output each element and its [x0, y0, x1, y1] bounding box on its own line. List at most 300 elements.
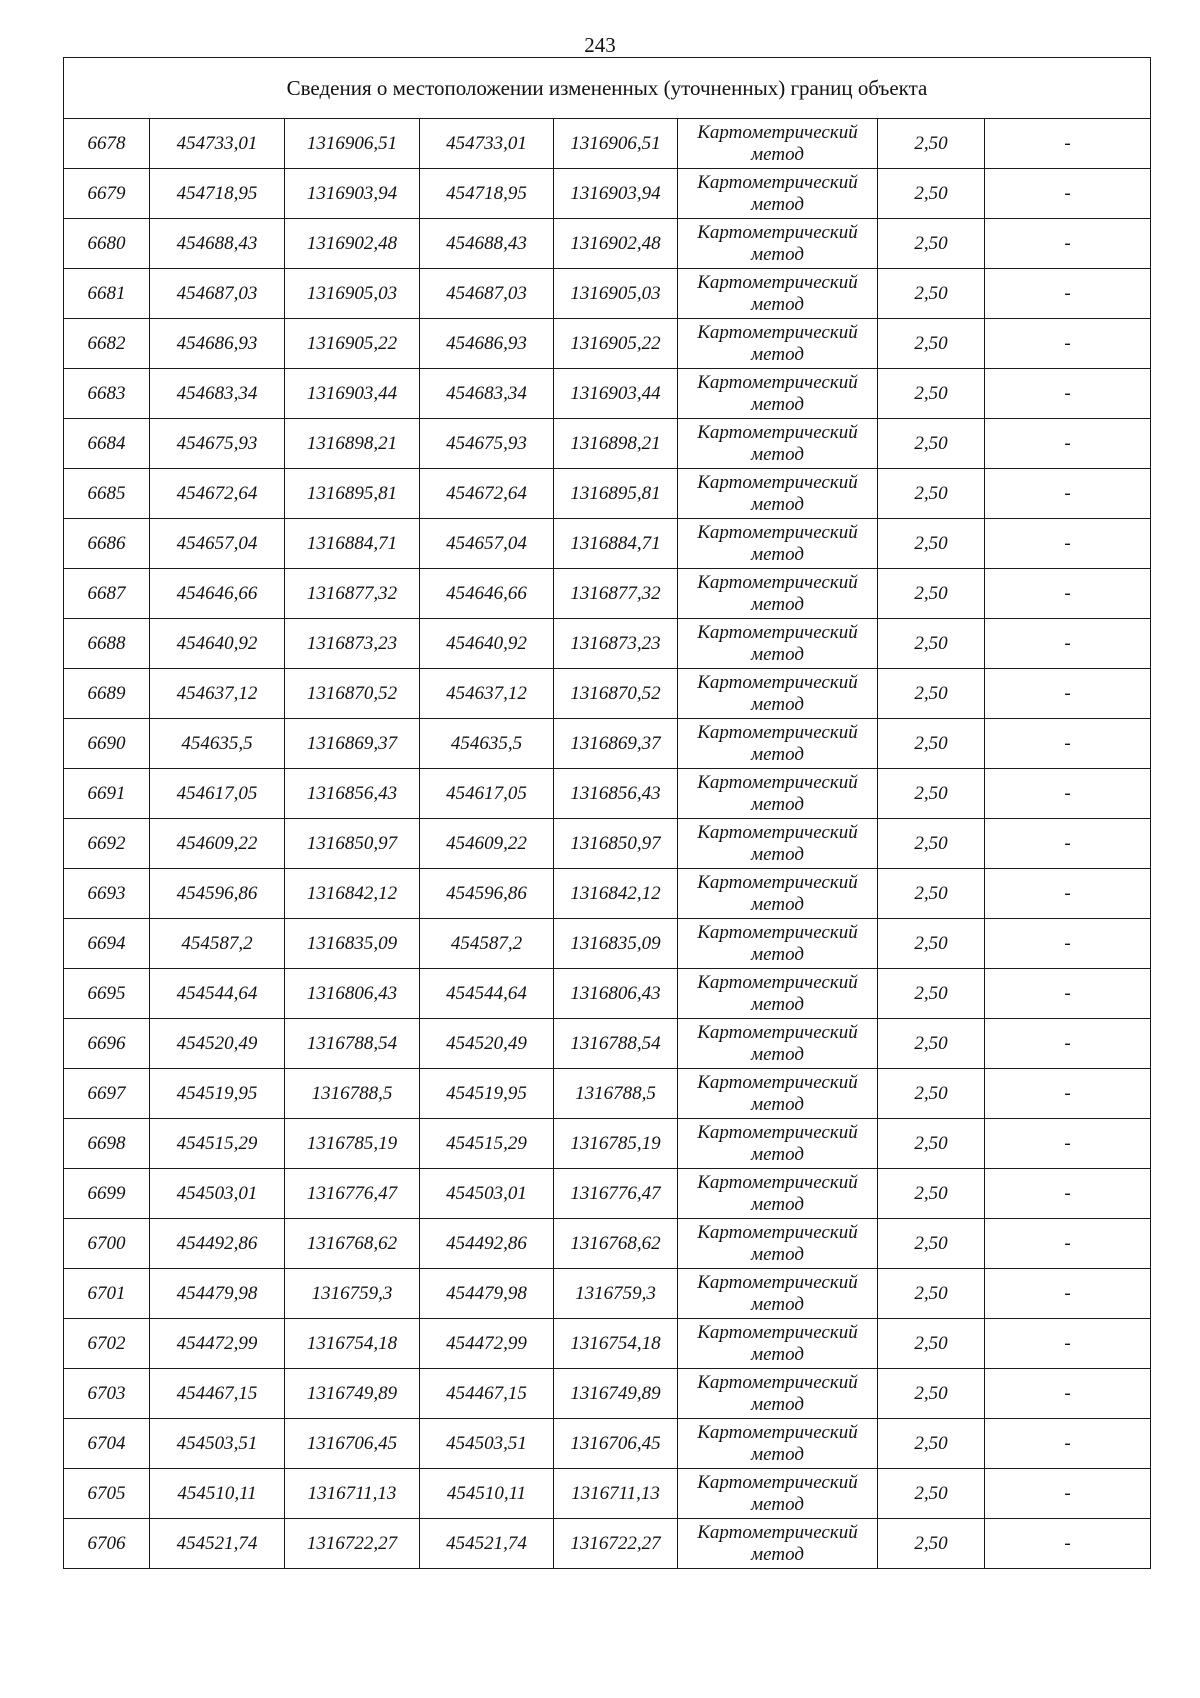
method-cell	[678, 1369, 878, 1419]
table-row	[64, 1369, 1151, 1419]
description-cell: -	[985, 169, 1151, 219]
table-row	[64, 1219, 1151, 1269]
table-row	[64, 169, 1151, 219]
method-line-2: метод	[751, 1543, 804, 1565]
description-cell: -	[985, 469, 1151, 519]
refined-x-cell: 454686,93	[420, 319, 554, 369]
refined-y-cell: 1316884,71	[554, 519, 678, 569]
method-line-2: метод	[751, 1293, 804, 1315]
description-cell: -	[985, 969, 1151, 1019]
table-row	[64, 1319, 1151, 1369]
table-row	[64, 569, 1151, 619]
point-number-cell: 6687	[64, 569, 150, 619]
existing-y-cell: 1316754,18	[285, 1319, 420, 1369]
method-cell	[678, 1219, 878, 1269]
point-number-cell: 6700	[64, 1219, 150, 1269]
existing-x-cell: 454519,95	[150, 1069, 285, 1119]
accuracy-cell: 2,50	[878, 219, 985, 269]
existing-y-cell: 1316842,12	[285, 869, 420, 919]
refined-x-cell: 454672,64	[420, 469, 554, 519]
method-cell	[678, 619, 878, 669]
table-row	[64, 1069, 1151, 1119]
refined-x-cell: 454515,29	[420, 1119, 554, 1169]
point-number-cell: 6691	[64, 769, 150, 819]
existing-x-cell: 454675,93	[150, 419, 285, 469]
point-number-cell: 6695	[64, 969, 150, 1019]
table-row	[64, 119, 1151, 169]
description-cell: -	[985, 569, 1151, 619]
existing-y-cell: 1316903,44	[285, 369, 420, 419]
existing-x-cell: 454515,29	[150, 1119, 285, 1169]
existing-x-cell: 454637,12	[150, 669, 285, 719]
method-line-2: метод	[751, 1193, 804, 1215]
description-cell: -	[985, 119, 1151, 169]
description-cell: -	[985, 1169, 1151, 1219]
method-cell	[678, 469, 878, 519]
refined-x-cell: 454657,04	[420, 519, 554, 569]
method-line-2: метод	[751, 1093, 804, 1115]
method-line-1: Картометрический	[697, 121, 858, 143]
description-cell: -	[985, 219, 1151, 269]
method-line-2: метод	[751, 593, 804, 615]
refined-y-cell: 1316902,48	[554, 219, 678, 269]
accuracy-cell: 2,50	[878, 619, 985, 669]
description-cell: -	[985, 719, 1151, 769]
refined-y-cell: 1316895,81	[554, 469, 678, 519]
refined-y-cell: 1316905,03	[554, 269, 678, 319]
method-line-1: Картометрический	[697, 571, 858, 593]
accuracy-cell: 2,50	[878, 519, 985, 569]
description-cell: -	[985, 1519, 1151, 1569]
method-line-1: Картометрический	[697, 1121, 858, 1143]
method-line-1: Картометрический	[697, 471, 858, 493]
method-cell	[678, 1169, 878, 1219]
table-row	[64, 969, 1151, 1019]
table-row	[64, 219, 1151, 269]
existing-y-cell: 1316835,09	[285, 919, 420, 969]
description-cell: -	[985, 1469, 1151, 1519]
refined-x-cell: 454520,49	[420, 1019, 554, 1069]
existing-y-cell: 1316788,54	[285, 1019, 420, 1069]
point-number-cell: 6706	[64, 1519, 150, 1569]
description-cell: -	[985, 1019, 1151, 1069]
existing-y-cell: 1316711,13	[285, 1469, 420, 1519]
existing-y-cell: 1316788,5	[285, 1069, 420, 1119]
method-line-1: Картометрический	[697, 221, 858, 243]
method-line-1: Картометрический	[697, 371, 858, 393]
existing-y-cell: 1316722,27	[285, 1519, 420, 1569]
method-cell	[678, 319, 878, 369]
table-row	[64, 419, 1151, 469]
point-number-cell: 6685	[64, 469, 150, 519]
accuracy-cell: 2,50	[878, 719, 985, 769]
existing-y-cell: 1316906,51	[285, 119, 420, 169]
method-cell	[678, 1469, 878, 1519]
refined-x-cell: 454544,64	[420, 969, 554, 1019]
existing-y-cell: 1316768,62	[285, 1219, 420, 1269]
existing-x-cell: 454503,01	[150, 1169, 285, 1219]
method-cell	[678, 369, 878, 419]
point-number-cell: 6680	[64, 219, 150, 269]
method-line-1: Картометрический	[697, 721, 858, 743]
refined-y-cell: 1316906,51	[554, 119, 678, 169]
method-cell	[678, 1519, 878, 1569]
existing-y-cell: 1316895,81	[285, 469, 420, 519]
table-row	[64, 1519, 1151, 1569]
table-body	[64, 58, 1151, 1569]
method-cell	[678, 719, 878, 769]
accuracy-cell: 2,50	[878, 369, 985, 419]
method-cell	[678, 819, 878, 869]
refined-x-cell: 454467,15	[420, 1369, 554, 1419]
description-cell: -	[985, 369, 1151, 419]
method-cell	[678, 1269, 878, 1319]
accuracy-cell: 2,50	[878, 1369, 985, 1419]
table-row	[64, 1269, 1151, 1319]
method-cell	[678, 869, 878, 919]
existing-x-cell: 454479,98	[150, 1269, 285, 1319]
accuracy-cell: 2,50	[878, 869, 985, 919]
method-cell	[678, 1119, 878, 1169]
existing-y-cell: 1316898,21	[285, 419, 420, 469]
refined-y-cell: 1316873,23	[554, 619, 678, 669]
table-row	[64, 369, 1151, 419]
description-cell: -	[985, 869, 1151, 919]
method-cell	[678, 169, 878, 219]
method-line-2: метод	[751, 793, 804, 815]
method-line-1: Картометрический	[697, 1371, 858, 1393]
refined-y-cell: 1316877,32	[554, 569, 678, 619]
refined-y-cell: 1316776,47	[554, 1169, 678, 1219]
method-line-2: метод	[751, 193, 804, 215]
method-line-2: метод	[751, 543, 804, 565]
table-row	[64, 719, 1151, 769]
existing-y-cell: 1316706,45	[285, 1419, 420, 1469]
refined-x-cell: 454472,99	[420, 1319, 554, 1369]
table-row	[64, 1119, 1151, 1169]
method-cell	[678, 119, 878, 169]
point-number-cell: 6684	[64, 419, 150, 469]
existing-x-cell: 454718,95	[150, 169, 285, 219]
description-cell: -	[985, 269, 1151, 319]
accuracy-cell: 2,50	[878, 119, 985, 169]
existing-x-cell: 454596,86	[150, 869, 285, 919]
method-line-1: Картометрический	[697, 271, 858, 293]
page-number: 243	[584, 33, 616, 57]
accuracy-cell: 2,50	[878, 469, 985, 519]
method-line-2: метод	[751, 443, 804, 465]
description-cell: -	[985, 1369, 1151, 1419]
method-cell	[678, 219, 878, 269]
refined-y-cell: 1316835,09	[554, 919, 678, 969]
description-cell: -	[985, 319, 1151, 369]
refined-y-cell: 1316706,45	[554, 1419, 678, 1469]
method-line-2: метод	[751, 893, 804, 915]
method-line-2: метод	[751, 643, 804, 665]
accuracy-cell: 2,50	[878, 1269, 985, 1319]
refined-y-cell: 1316903,44	[554, 369, 678, 419]
refined-y-cell: 1316749,89	[554, 1369, 678, 1419]
accuracy-cell: 2,50	[878, 1319, 985, 1369]
refined-x-cell: 454688,43	[420, 219, 554, 269]
method-line-2: метод	[751, 1493, 804, 1515]
existing-y-cell: 1316870,52	[285, 669, 420, 719]
table-row	[64, 469, 1151, 519]
method-line-1: Картометрический	[697, 871, 858, 893]
table-row	[64, 1169, 1151, 1219]
refined-x-cell: 454521,74	[420, 1519, 554, 1569]
point-number-cell: 6682	[64, 319, 150, 369]
refined-x-cell: 454646,66	[420, 569, 554, 619]
point-number-cell: 6678	[64, 119, 150, 169]
refined-x-cell: 454635,5	[420, 719, 554, 769]
table-row	[64, 619, 1151, 669]
existing-x-cell: 454646,66	[150, 569, 285, 619]
existing-x-cell: 454472,99	[150, 1319, 285, 1369]
method-cell	[678, 969, 878, 1019]
existing-y-cell: 1316873,23	[285, 619, 420, 669]
method-cell	[678, 919, 878, 969]
point-number-cell: 6692	[64, 819, 150, 869]
method-cell	[678, 1419, 878, 1469]
method-line-1: Картометрический	[697, 1221, 858, 1243]
existing-y-cell: 1316902,48	[285, 219, 420, 269]
description-cell: -	[985, 919, 1151, 969]
accuracy-cell: 2,50	[878, 419, 985, 469]
point-number-cell: 6694	[64, 919, 150, 969]
method-cell	[678, 269, 878, 319]
refined-x-cell: 454479,98	[420, 1269, 554, 1319]
existing-x-cell: 454544,64	[150, 969, 285, 1019]
refined-y-cell: 1316754,18	[554, 1319, 678, 1369]
description-cell: -	[985, 1319, 1151, 1369]
table-title-row	[64, 58, 1151, 119]
description-cell: -	[985, 1269, 1151, 1319]
refined-y-cell: 1316806,43	[554, 969, 678, 1019]
existing-y-cell: 1316903,94	[285, 169, 420, 219]
accuracy-cell: 2,50	[878, 769, 985, 819]
accuracy-cell: 2,50	[878, 1019, 985, 1069]
boundary-coordinates-table	[63, 57, 1151, 1569]
existing-x-cell: 454492,86	[150, 1219, 285, 1269]
refined-y-cell: 1316788,54	[554, 1019, 678, 1069]
method-line-2: метод	[751, 393, 804, 415]
method-cell	[678, 519, 878, 569]
existing-y-cell: 1316856,43	[285, 769, 420, 819]
existing-y-cell: 1316785,19	[285, 1119, 420, 1169]
method-cell	[678, 1019, 878, 1069]
refined-y-cell: 1316898,21	[554, 419, 678, 469]
accuracy-cell: 2,50	[878, 1169, 985, 1219]
existing-x-cell: 454503,51	[150, 1419, 285, 1469]
refined-x-cell: 454640,92	[420, 619, 554, 669]
point-number-cell: 6701	[64, 1269, 150, 1319]
existing-x-cell: 454521,74	[150, 1519, 285, 1569]
refined-y-cell: 1316768,62	[554, 1219, 678, 1269]
refined-y-cell: 1316788,5	[554, 1069, 678, 1119]
method-line-2: метод	[751, 293, 804, 315]
point-number-cell: 6681	[64, 269, 150, 319]
existing-x-cell: 454686,93	[150, 319, 285, 369]
refined-y-cell: 1316870,52	[554, 669, 678, 719]
method-line-2: метод	[751, 1243, 804, 1265]
accuracy-cell: 2,50	[878, 1069, 985, 1119]
method-line-1: Картометрический	[697, 1471, 858, 1493]
accuracy-cell: 2,50	[878, 1419, 985, 1469]
refined-x-cell: 454637,12	[420, 669, 554, 719]
method-line-2: метод	[751, 943, 804, 965]
method-line-1: Картометрический	[697, 1171, 858, 1193]
accuracy-cell: 2,50	[878, 569, 985, 619]
method-line-2: метод	[751, 693, 804, 715]
existing-y-cell: 1316884,71	[285, 519, 420, 569]
refined-x-cell: 454503,51	[420, 1419, 554, 1469]
description-cell: -	[985, 819, 1151, 869]
table-row	[64, 1419, 1151, 1469]
method-cell	[678, 1069, 878, 1119]
method-cell	[678, 419, 878, 469]
existing-x-cell: 454520,49	[150, 1019, 285, 1069]
refined-y-cell: 1316785,19	[554, 1119, 678, 1169]
refined-x-cell: 454733,01	[420, 119, 554, 169]
table-row	[64, 1469, 1151, 1519]
method-line-1: Картометрический	[697, 1421, 858, 1443]
description-cell: -	[985, 1069, 1151, 1119]
existing-y-cell: 1316850,97	[285, 819, 420, 869]
method-line-1: Картометрический	[697, 771, 858, 793]
point-number-cell: 6686	[64, 519, 150, 569]
table-title: Сведения о местоположении измененных (уточненных) границ объекта	[64, 58, 1151, 119]
refined-y-cell: 1316759,3	[554, 1269, 678, 1319]
existing-y-cell: 1316806,43	[285, 969, 420, 1019]
method-line-1: Картометрический	[697, 1071, 858, 1093]
method-line-1: Картометрический	[697, 971, 858, 993]
description-cell: -	[985, 1119, 1151, 1169]
description-cell: -	[985, 769, 1151, 819]
accuracy-cell: 2,50	[878, 819, 985, 869]
existing-x-cell: 454672,64	[150, 469, 285, 519]
method-line-2: метод	[751, 743, 804, 765]
existing-y-cell: 1316749,89	[285, 1369, 420, 1419]
refined-x-cell: 454596,86	[420, 869, 554, 919]
point-number-cell: 6688	[64, 619, 150, 669]
refined-y-cell: 1316856,43	[554, 769, 678, 819]
refined-y-cell: 1316869,37	[554, 719, 678, 769]
table-row	[64, 769, 1151, 819]
method-line-1: Картометрический	[697, 421, 858, 443]
refined-x-cell: 454675,93	[420, 419, 554, 469]
refined-y-cell: 1316905,22	[554, 319, 678, 369]
existing-x-cell: 454683,34	[150, 369, 285, 419]
description-cell: -	[985, 619, 1151, 669]
method-line-2: метод	[751, 993, 804, 1015]
refined-x-cell: 454492,86	[420, 1219, 554, 1269]
method-line-1: Картометрический	[697, 621, 858, 643]
method-line-1: Картометрический	[697, 171, 858, 193]
method-line-2: метод	[751, 1143, 804, 1165]
existing-x-cell: 454657,04	[150, 519, 285, 569]
description-cell: -	[985, 1219, 1151, 1269]
point-number-cell: 6683	[64, 369, 150, 419]
point-number-cell: 6699	[64, 1169, 150, 1219]
point-number-cell: 6703	[64, 1369, 150, 1419]
existing-y-cell: 1316759,3	[285, 1269, 420, 1319]
table-row	[64, 819, 1151, 869]
point-number-cell: 6679	[64, 169, 150, 219]
refined-x-cell: 454617,05	[420, 769, 554, 819]
method-line-2: метод	[751, 143, 804, 165]
method-line-1: Картометрический	[697, 1321, 858, 1343]
table-row	[64, 1019, 1151, 1069]
method-cell	[678, 1319, 878, 1369]
point-number-cell: 6697	[64, 1069, 150, 1119]
point-number-cell: 6689	[64, 669, 150, 719]
existing-x-cell: 454609,22	[150, 819, 285, 869]
method-line-1: Картометрический	[697, 521, 858, 543]
method-line-2: метод	[751, 343, 804, 365]
accuracy-cell: 2,50	[878, 669, 985, 719]
accuracy-cell: 2,50	[878, 319, 985, 369]
description-cell: -	[985, 519, 1151, 569]
method-line-2: метод	[751, 1043, 804, 1065]
existing-x-cell: 454640,92	[150, 619, 285, 669]
point-number-cell: 6705	[64, 1469, 150, 1519]
method-line-1: Картометрический	[697, 1521, 858, 1543]
point-number-cell: 6696	[64, 1019, 150, 1069]
refined-x-cell: 454519,95	[420, 1069, 554, 1119]
description-cell: -	[985, 419, 1151, 469]
method-cell	[678, 569, 878, 619]
method-line-1: Картометрический	[697, 921, 858, 943]
refined-y-cell: 1316850,97	[554, 819, 678, 869]
point-number-cell: 6690	[64, 719, 150, 769]
method-cell	[678, 669, 878, 719]
table-row	[64, 669, 1151, 719]
method-line-2: метод	[751, 843, 804, 865]
existing-y-cell: 1316877,32	[285, 569, 420, 619]
refined-y-cell: 1316722,27	[554, 1519, 678, 1569]
description-cell: -	[985, 1419, 1151, 1469]
method-cell	[678, 769, 878, 819]
refined-x-cell: 454683,34	[420, 369, 554, 419]
existing-y-cell: 1316776,47	[285, 1169, 420, 1219]
existing-y-cell: 1316905,03	[285, 269, 420, 319]
point-number-cell: 6693	[64, 869, 150, 919]
existing-x-cell: 454510,11	[150, 1469, 285, 1519]
method-line-1: Картометрический	[697, 671, 858, 693]
point-number-cell: 6704	[64, 1419, 150, 1469]
existing-x-cell: 454733,01	[150, 119, 285, 169]
refined-x-cell: 454687,03	[420, 269, 554, 319]
method-line-2: метод	[751, 493, 804, 515]
refined-y-cell: 1316842,12	[554, 869, 678, 919]
table-row	[64, 269, 1151, 319]
accuracy-cell: 2,50	[878, 969, 985, 1019]
refined-y-cell: 1316711,13	[554, 1469, 678, 1519]
method-line-2: метод	[751, 243, 804, 265]
accuracy-cell: 2,50	[878, 269, 985, 319]
existing-x-cell: 454587,2	[150, 919, 285, 969]
description-cell: -	[985, 669, 1151, 719]
accuracy-cell: 2,50	[878, 1119, 985, 1169]
existing-x-cell: 454688,43	[150, 219, 285, 269]
method-line-2: метод	[751, 1343, 804, 1365]
table-row	[64, 869, 1151, 919]
existing-y-cell: 1316905,22	[285, 319, 420, 369]
existing-x-cell: 454467,15	[150, 1369, 285, 1419]
refined-x-cell: 454510,11	[420, 1469, 554, 1519]
refined-x-cell: 454718,95	[420, 169, 554, 219]
